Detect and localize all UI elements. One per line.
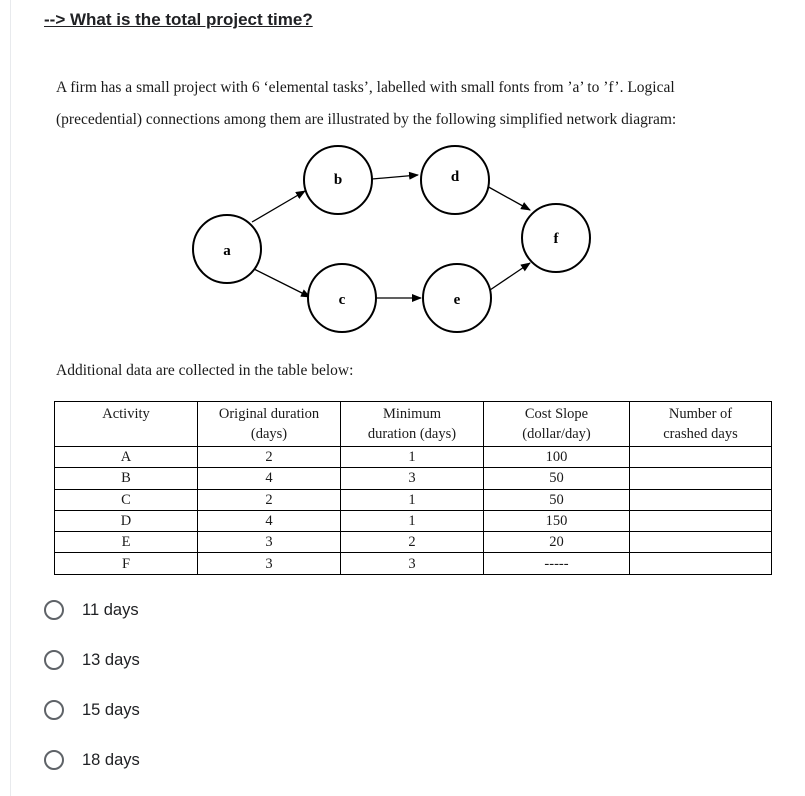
cell-cost: 50 [484,489,630,510]
network-diagram [180,140,600,340]
cell-minimum: 3 [341,553,484,574]
table-row [55,468,772,489]
header-minimum-duration [341,402,484,447]
header-cost-line1: Cost Slope [524,406,589,422]
cell-crashed [630,553,772,574]
node-f-label: f [553,231,559,247]
header-crashed-days [630,402,772,447]
cell-original: 2 [198,489,341,510]
cell-crashed [630,468,772,489]
cell-crashed [630,447,772,468]
cell-cost: ----- [484,553,630,574]
cell-activity: B [55,468,198,489]
table-row [55,510,772,531]
option-11-days[interactable] [44,595,344,625]
node-e-label: e [453,292,461,308]
cell-cost: 150 [484,510,630,531]
node-b [304,146,372,214]
radio-button[interactable] [44,750,64,770]
radio-button[interactable] [44,700,64,720]
node-e [423,264,491,332]
node-d [421,146,489,214]
cell-crashed [630,510,772,531]
intro-line-2: (precedential) connections among them are illustrated by the following simplified network diagram: [56,111,677,128]
option-label: 15 days [82,700,140,719]
table-header-row [55,402,772,447]
header-cost-slope [484,402,630,447]
option-label: 13 days [82,650,140,669]
intro-line-1: A firm has a small project with 6 ‘elemental tasks’, labelled with small fonts from ’a’ to ’f’. Logical [56,79,675,96]
radio-button[interactable] [44,650,64,670]
header-original-line1: Original duration [218,406,320,422]
node-b-label: b [333,172,343,188]
cell-activity: F [55,553,198,574]
question-intro [56,72,776,136]
cell-original: 3 [198,532,341,553]
option-label: 11 days [82,600,139,619]
cell-cost: 100 [484,447,630,468]
header-original-duration [198,402,341,447]
table-row [55,489,772,510]
cell-crashed [630,532,772,553]
node-f [522,204,590,272]
node-a-label: a [223,243,231,259]
node-a [193,215,261,283]
table-row [55,447,772,468]
edge-d-f [485,185,530,210]
node-c-label: c [338,292,346,308]
cell-original: 3 [198,553,341,574]
header-crashed-line2: crashed days [663,426,738,442]
cell-activity: E [55,532,198,553]
cell-activity: C [55,489,198,510]
node-d-label: d [450,169,460,185]
cell-minimum: 1 [341,489,484,510]
cell-original: 4 [198,510,341,531]
table-row [55,532,772,553]
cell-minimum: 3 [341,468,484,489]
header-minimum-line1: Minimum [382,406,441,422]
form-left-border [0,0,11,796]
activity-table [54,401,772,575]
header-cost-line2: (dollar/day) [522,426,591,442]
additional-data-text: Additional data are collected in the table below: [56,362,354,379]
header-activity [55,402,198,447]
edge-a-b [252,191,305,222]
header-crashed-line1: Number of [668,406,733,422]
cell-cost: 20 [484,532,630,553]
edge-a-c [252,268,310,297]
radio-button[interactable] [44,600,64,620]
cell-minimum: 1 [341,447,484,468]
header-activity-label: Activity [102,406,150,422]
cell-original: 4 [198,468,341,489]
cell-minimum: 2 [341,532,484,553]
edge-e-f [490,263,530,290]
cell-original: 2 [198,447,341,468]
question-title: --> What is the total project time? [44,10,313,29]
option-13-days[interactable] [44,645,344,675]
node-c [308,264,376,332]
header-minimum-line2: duration (days) [367,426,457,442]
cell-crashed [630,489,772,510]
header-original-line2: (days) [250,426,288,442]
option-label: 18 days [82,750,140,769]
cell-activity: A [55,447,198,468]
cell-minimum: 1 [341,510,484,531]
table-row [55,553,772,574]
edge-b-d [372,175,418,179]
option-15-days[interactable] [44,695,344,725]
cell-activity: D [55,510,198,531]
cell-cost: 50 [484,468,630,489]
option-18-days[interactable] [44,745,344,775]
